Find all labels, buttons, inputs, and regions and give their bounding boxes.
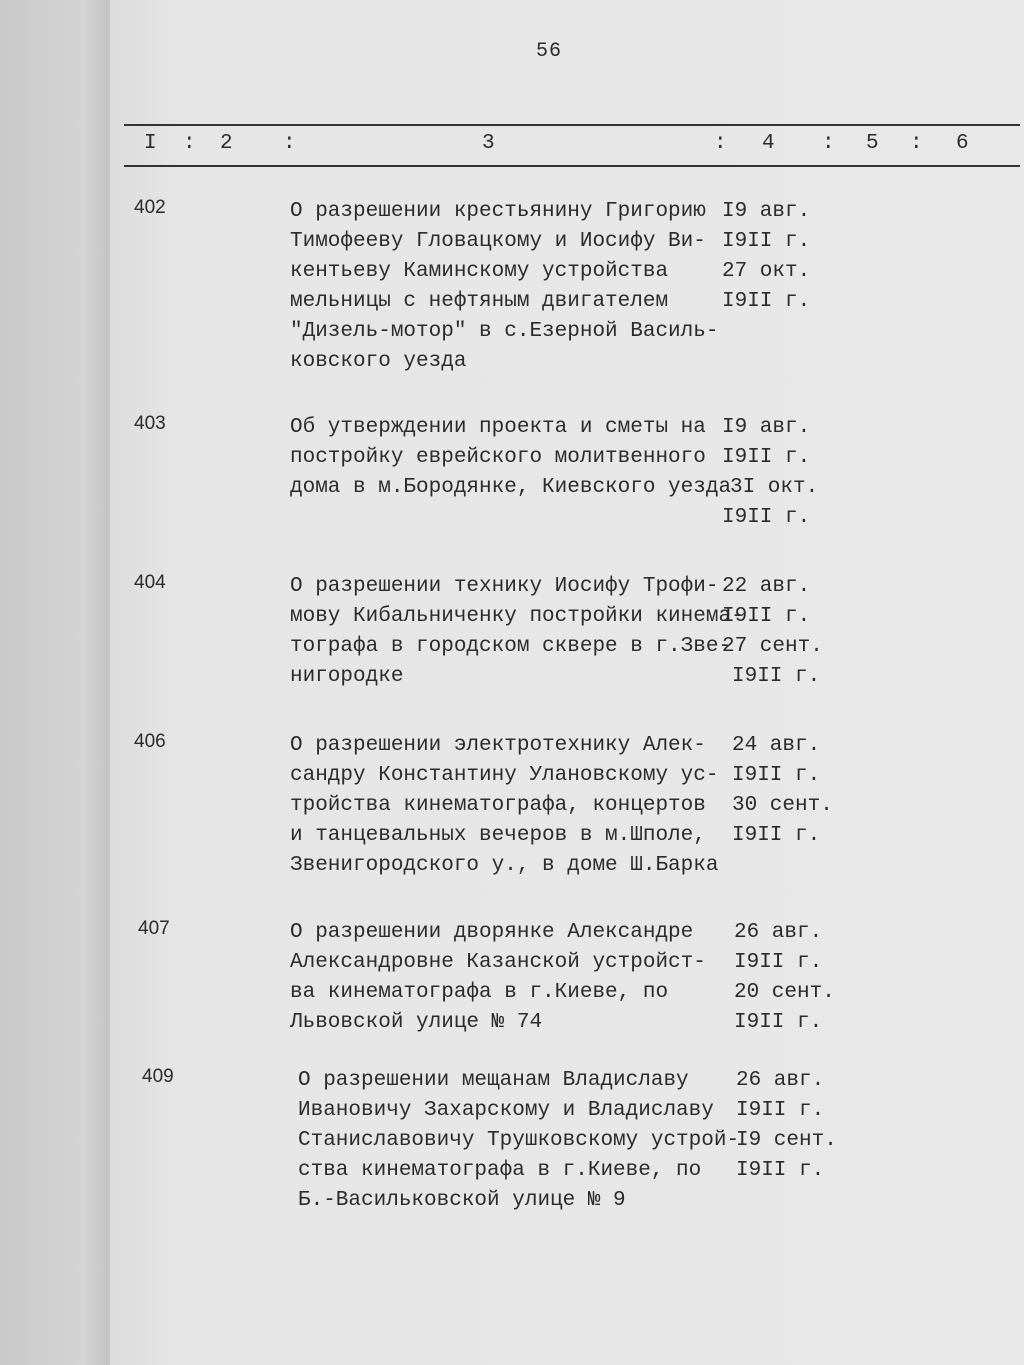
- description-line: тройства кинематографа, концертов: [290, 794, 706, 817]
- start-date: 22 авг.: [722, 575, 811, 598]
- start-date: 24 авг.: [732, 734, 821, 757]
- description-line: тографа в городском сквере в г.Зве-: [290, 635, 732, 658]
- end-date: 20 сент.: [734, 981, 835, 1004]
- end-year: I9II г.: [722, 290, 811, 313]
- description-line: Львовской улице № 74: [290, 1011, 543, 1034]
- start-year: I9II г.: [736, 1099, 825, 1122]
- description-line: Ивановичу Захарскому и Владиславу: [298, 1099, 714, 1122]
- end-date: 30 сент.: [732, 794, 833, 817]
- description-line: "Дизель-мотор" в с.Езерной Василь-: [290, 320, 719, 343]
- entry-dates: [722, 918, 862, 1038]
- description-line: О разрешении мещанам Владиславу: [298, 1069, 689, 1092]
- entry-description: [290, 731, 730, 881]
- end-date: I9 сент.: [736, 1129, 837, 1152]
- entry-number: 403: [134, 413, 166, 434]
- column-separator: :: [183, 132, 196, 155]
- column-header-3: 3: [482, 132, 495, 155]
- entry-number: 407: [138, 918, 170, 939]
- description-line: Б.-Васильковской улице № 9: [298, 1189, 626, 1212]
- start-date: I9 авг.: [722, 416, 811, 439]
- entry-number: 406: [134, 731, 166, 752]
- start-year: I9II г.: [732, 764, 821, 787]
- description-line: Станиславовичу Трушковскому устрой-: [298, 1129, 740, 1152]
- end-year: I9II г.: [736, 1159, 825, 1182]
- column-separator: :: [822, 132, 835, 155]
- column-separator: :: [714, 132, 727, 155]
- description-line: мельницы с нефтяным двигателем: [290, 290, 669, 313]
- description-line: Александровне Казанской устройст-: [290, 951, 706, 974]
- description-line: О разрешении технику Иосифу Трофи-: [290, 575, 719, 598]
- description-line: сандру Константину Улановскому ус-: [290, 764, 719, 787]
- facing-page-edge: [0, 0, 120, 1365]
- description-line: и танцевальных вечеров в м.Шполе,: [290, 824, 706, 847]
- start-year: I9II г.: [722, 230, 811, 253]
- header-top-rule: [124, 124, 1020, 126]
- description-line: Звенигородского у., в доме Ш.Барка: [290, 854, 719, 877]
- entry-dates: [722, 1066, 862, 1186]
- entry-number: 409: [142, 1066, 174, 1087]
- page-number: 56: [536, 40, 563, 63]
- end-date: 27 сент.: [722, 635, 823, 658]
- column-separator: :: [910, 132, 923, 155]
- description-line: ковского уезда: [290, 350, 467, 373]
- end-year: I9II г.: [732, 665, 821, 688]
- entry-number: 404: [134, 572, 166, 593]
- description-line: О разрешении электротехнику Алек-: [290, 734, 706, 757]
- start-year: I9II г.: [722, 605, 811, 628]
- entry-description: [290, 413, 730, 503]
- end-year: I9II г.: [734, 1011, 823, 1034]
- column-header-1: I: [144, 132, 157, 155]
- description-line: О разрешении крестьянину Григорию: [290, 200, 706, 223]
- description-line: дома в м.Бородянке, Киевского уезда: [290, 476, 732, 499]
- start-date: 26 авг.: [734, 921, 823, 944]
- column-header-4: 4: [762, 132, 775, 155]
- start-year: I9II г.: [734, 951, 823, 974]
- entry-description: [290, 918, 730, 1038]
- start-date: I9 авг.: [722, 200, 811, 223]
- description-line: кентьеву Каминскому устройства: [290, 260, 669, 283]
- entry-description: [290, 197, 730, 377]
- description-line: ва кинематографа в г.Киеве, по: [290, 981, 669, 1004]
- description-line: Об утверждении проекта и сметы на: [290, 416, 706, 439]
- end-year: I9II г.: [732, 824, 821, 847]
- end-date: 3I окт.: [730, 476, 819, 499]
- description-line: мову Кибальниченку постройки кинема-: [290, 605, 744, 628]
- column-separator: :: [283, 132, 296, 155]
- description-line: Тимофееву Гловацкому и Иосифу Ви-: [290, 230, 706, 253]
- entry-number: 402: [134, 197, 166, 218]
- end-year: I9II г.: [722, 506, 811, 529]
- entry-description: [290, 572, 744, 692]
- entry-dates: [722, 731, 862, 851]
- entry-dates: [722, 413, 862, 533]
- entry-dates: [722, 572, 862, 692]
- description-line: нигородке: [290, 665, 404, 688]
- column-header-5: 5: [866, 132, 879, 155]
- entry-description: [298, 1066, 738, 1216]
- header-bottom-rule: [124, 165, 1020, 167]
- description-line: постройку еврейского молитвенного: [290, 446, 706, 469]
- entry-dates: [722, 197, 862, 317]
- column-header-6: 6: [956, 132, 969, 155]
- start-year: I9II г.: [722, 446, 811, 469]
- description-line: ства кинематографа в г.Киеве, по: [298, 1159, 702, 1182]
- end-date: 27 окт.: [722, 260, 811, 283]
- description-line: О разрешении дворянке Александре: [290, 921, 694, 944]
- start-date: 26 авг.: [736, 1069, 825, 1092]
- column-header-2: 2: [220, 132, 233, 155]
